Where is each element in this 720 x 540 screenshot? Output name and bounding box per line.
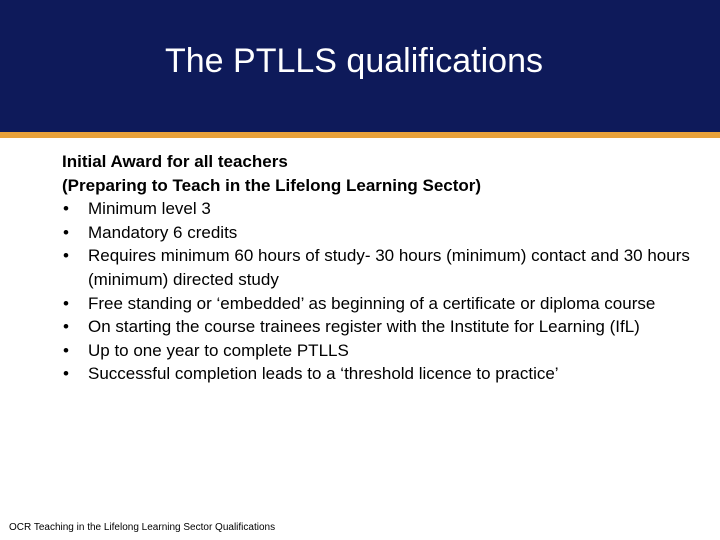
bullet-text: Successful completion leads to a ‘threshold licence to practice’	[88, 364, 559, 384]
bullet-icon: •	[63, 317, 69, 337]
list-item	[62, 315, 702, 339]
list-item	[62, 362, 702, 386]
list-item	[62, 221, 702, 245]
bullet-text: Up to one year to complete PTLLS	[88, 340, 349, 360]
list-item	[62, 292, 702, 316]
list-item	[62, 244, 702, 291]
slide-footer: OCR Teaching in the Lifelong Learning Sector Qualifications	[9, 522, 276, 533]
bullet-text: Free standing or ‘embedded’ as beginning of a certificate or diploma course	[88, 293, 656, 313]
bullet-text: Minimum level 3	[88, 199, 211, 219]
bullet-text: On starting the course trainees register with the Institute for Learning (IfL)	[88, 317, 640, 337]
bullet-icon: •	[63, 364, 69, 384]
award-subheading: (Preparing to Teach in the Lifelong Learning Sector)	[62, 175, 482, 195]
slide-body	[62, 150, 702, 386]
bullet-list	[62, 197, 702, 386]
list-item	[62, 197, 702, 221]
title-banner	[0, 0, 720, 132]
slide-title: The PTLLS qualifications	[165, 42, 543, 80]
bullet-icon: •	[63, 293, 69, 313]
bullet-text: Requires minimum 60 hours of study- 30 hours (minimum) contact and 30 hours (minimum) directed study	[88, 246, 690, 289]
bullet-icon: •	[63, 246, 69, 266]
bullet-icon: •	[63, 222, 69, 242]
award-heading: Initial Award for all teachers	[62, 152, 288, 171]
bullet-icon: •	[63, 199, 69, 219]
accent-divider	[0, 132, 720, 138]
bullet-text: Mandatory 6 credits	[88, 222, 238, 242]
list-item	[62, 339, 702, 363]
bullet-icon: •	[63, 340, 69, 360]
